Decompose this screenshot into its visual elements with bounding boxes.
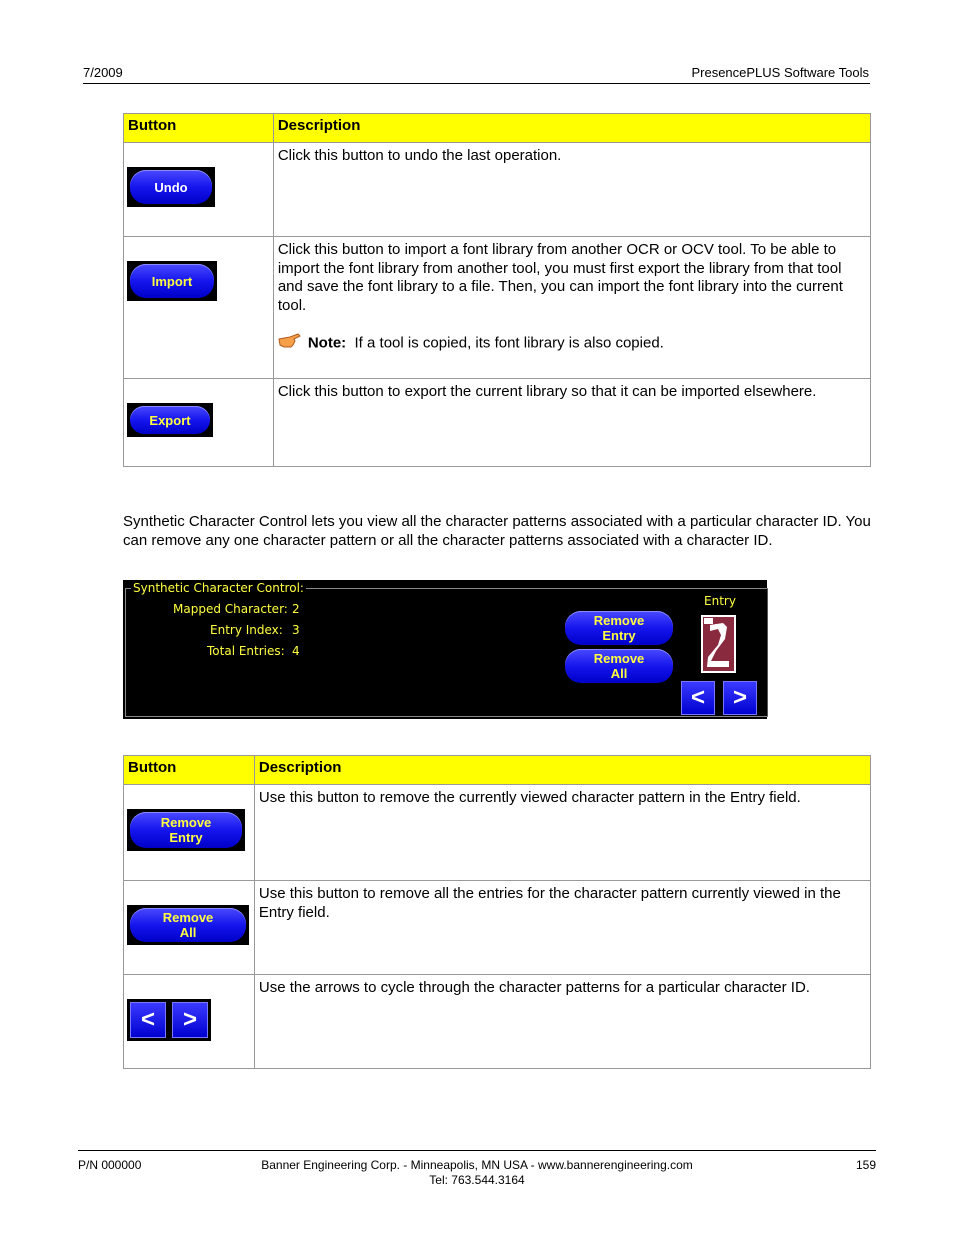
mapped-character-value: 2 — [292, 602, 300, 616]
table-row — [124, 785, 871, 881]
remove-entry-sample-label — [130, 812, 242, 848]
previous-arrow-button[interactable]: < — [130, 1002, 166, 1038]
table-row — [124, 237, 871, 379]
undo-button-label: Undo — [130, 170, 212, 204]
table-row — [124, 881, 871, 975]
remove-all-button[interactable] — [565, 649, 673, 683]
footer-page-number: 159 — [855, 1158, 876, 1172]
remove-entry-button[interactable] — [565, 611, 673, 645]
remove-all-button-sample[interactable] — [127, 905, 249, 945]
column-header-description: Description — [273, 114, 870, 143]
table-header-row — [124, 756, 871, 785]
note-label: Note: — [307, 334, 347, 352]
remove-entry-button-sample[interactable] — [127, 809, 245, 851]
intro-paragraph: Synthetic Character Control lets you view all the character patterns associated with a particular character ID. You can remove any one character pattern or all the character patterns associated with a character ID. — [123, 513, 871, 549]
remove-all-line2: All — [610, 666, 628, 681]
entry-label: Entry — [704, 594, 736, 608]
arrows-description: Use the arrows to cycle through the character patterns for a particular character ID. — [254, 975, 870, 1069]
note-text: If a tool is copied, its font library is also copied. — [354, 334, 664, 352]
remove-all-sample-line1: Remove — [162, 910, 214, 925]
remove-entry-sample-line1: Remove — [160, 815, 212, 830]
entry-index-label: Entry Index: — [210, 623, 283, 637]
import-description: Click this button to import a font library from another OCR or OCV tool. To be able to import the font library from another tool, you must first export the library from that tool and save the font library to a file. Then, you can import the font library into the current tool. — [277, 241, 843, 314]
pointing-hand-icon — [278, 333, 302, 355]
total-entries-value: 4 — [292, 644, 300, 658]
entry-index-value: 3 — [292, 623, 300, 637]
arrow-buttons-sample — [127, 999, 211, 1041]
import-button[interactable] — [127, 261, 217, 301]
table-row — [124, 975, 871, 1069]
remove-all-line1: Remove — [593, 651, 645, 666]
buttons-table-2 — [123, 755, 871, 1069]
remove-all-sample-label — [130, 908, 246, 942]
header-date: 7/2009 — [83, 65, 123, 80]
header-title: PresencePLUS Software Tools — [691, 65, 869, 80]
column-header-button: Button — [124, 114, 274, 143]
note — [278, 333, 866, 355]
remove-all-sample-line2: All — [179, 925, 197, 940]
remove-entry-sample-line2: Entry — [169, 830, 203, 845]
import-button-label: Import — [130, 264, 214, 298]
total-entries-label: Total Entries: — [207, 644, 285, 658]
column-header-button: Button — [124, 756, 255, 785]
column-header-description: Description — [254, 756, 870, 785]
panel-title: Synthetic Character Control: — [133, 581, 304, 595]
table-row — [124, 379, 871, 467]
table-header-row — [124, 114, 871, 143]
export-description: Click this button to export the current library so that it can be imported elsewhere. — [273, 379, 870, 467]
next-arrow-button[interactable]: > — [172, 1002, 208, 1038]
footer-company: Banner Engineering Corp. - Minneapolis, MN USA - www.bannerengineering.com — [261, 1158, 693, 1172]
table-row — [124, 143, 871, 237]
synthetic-character-control-panel — [123, 580, 767, 719]
footer-part-number: P/N 000000 — [78, 1158, 142, 1172]
character-pattern-image — [701, 615, 736, 673]
next-entry-button[interactable]: > — [723, 681, 757, 715]
footer-tel: Tel: 763.544.3164 — [429, 1173, 525, 1187]
mapped-character-label: Mapped Character: — [173, 602, 288, 616]
previous-entry-button[interactable]: < — [681, 681, 715, 715]
buttons-table-1 — [123, 113, 871, 467]
remove-entry-line1: Remove — [593, 613, 645, 628]
export-button-label: Export — [130, 406, 210, 434]
undo-button[interactable] — [127, 167, 215, 207]
export-button[interactable] — [127, 403, 213, 437]
entry-pattern-preview — [701, 615, 736, 673]
header-rule — [83, 83, 870, 84]
remove-entry-line2: Entry — [602, 628, 636, 643]
footer-rule — [78, 1150, 876, 1151]
undo-description: Click this button to undo the last operation. — [273, 143, 870, 237]
remove-entry-description: Use this button to remove the currently viewed character pattern in the Entry field. — [254, 785, 870, 881]
remove-all-description: Use this button to remove all the entries for the character pattern currently viewed in the Entry field. — [254, 881, 870, 975]
